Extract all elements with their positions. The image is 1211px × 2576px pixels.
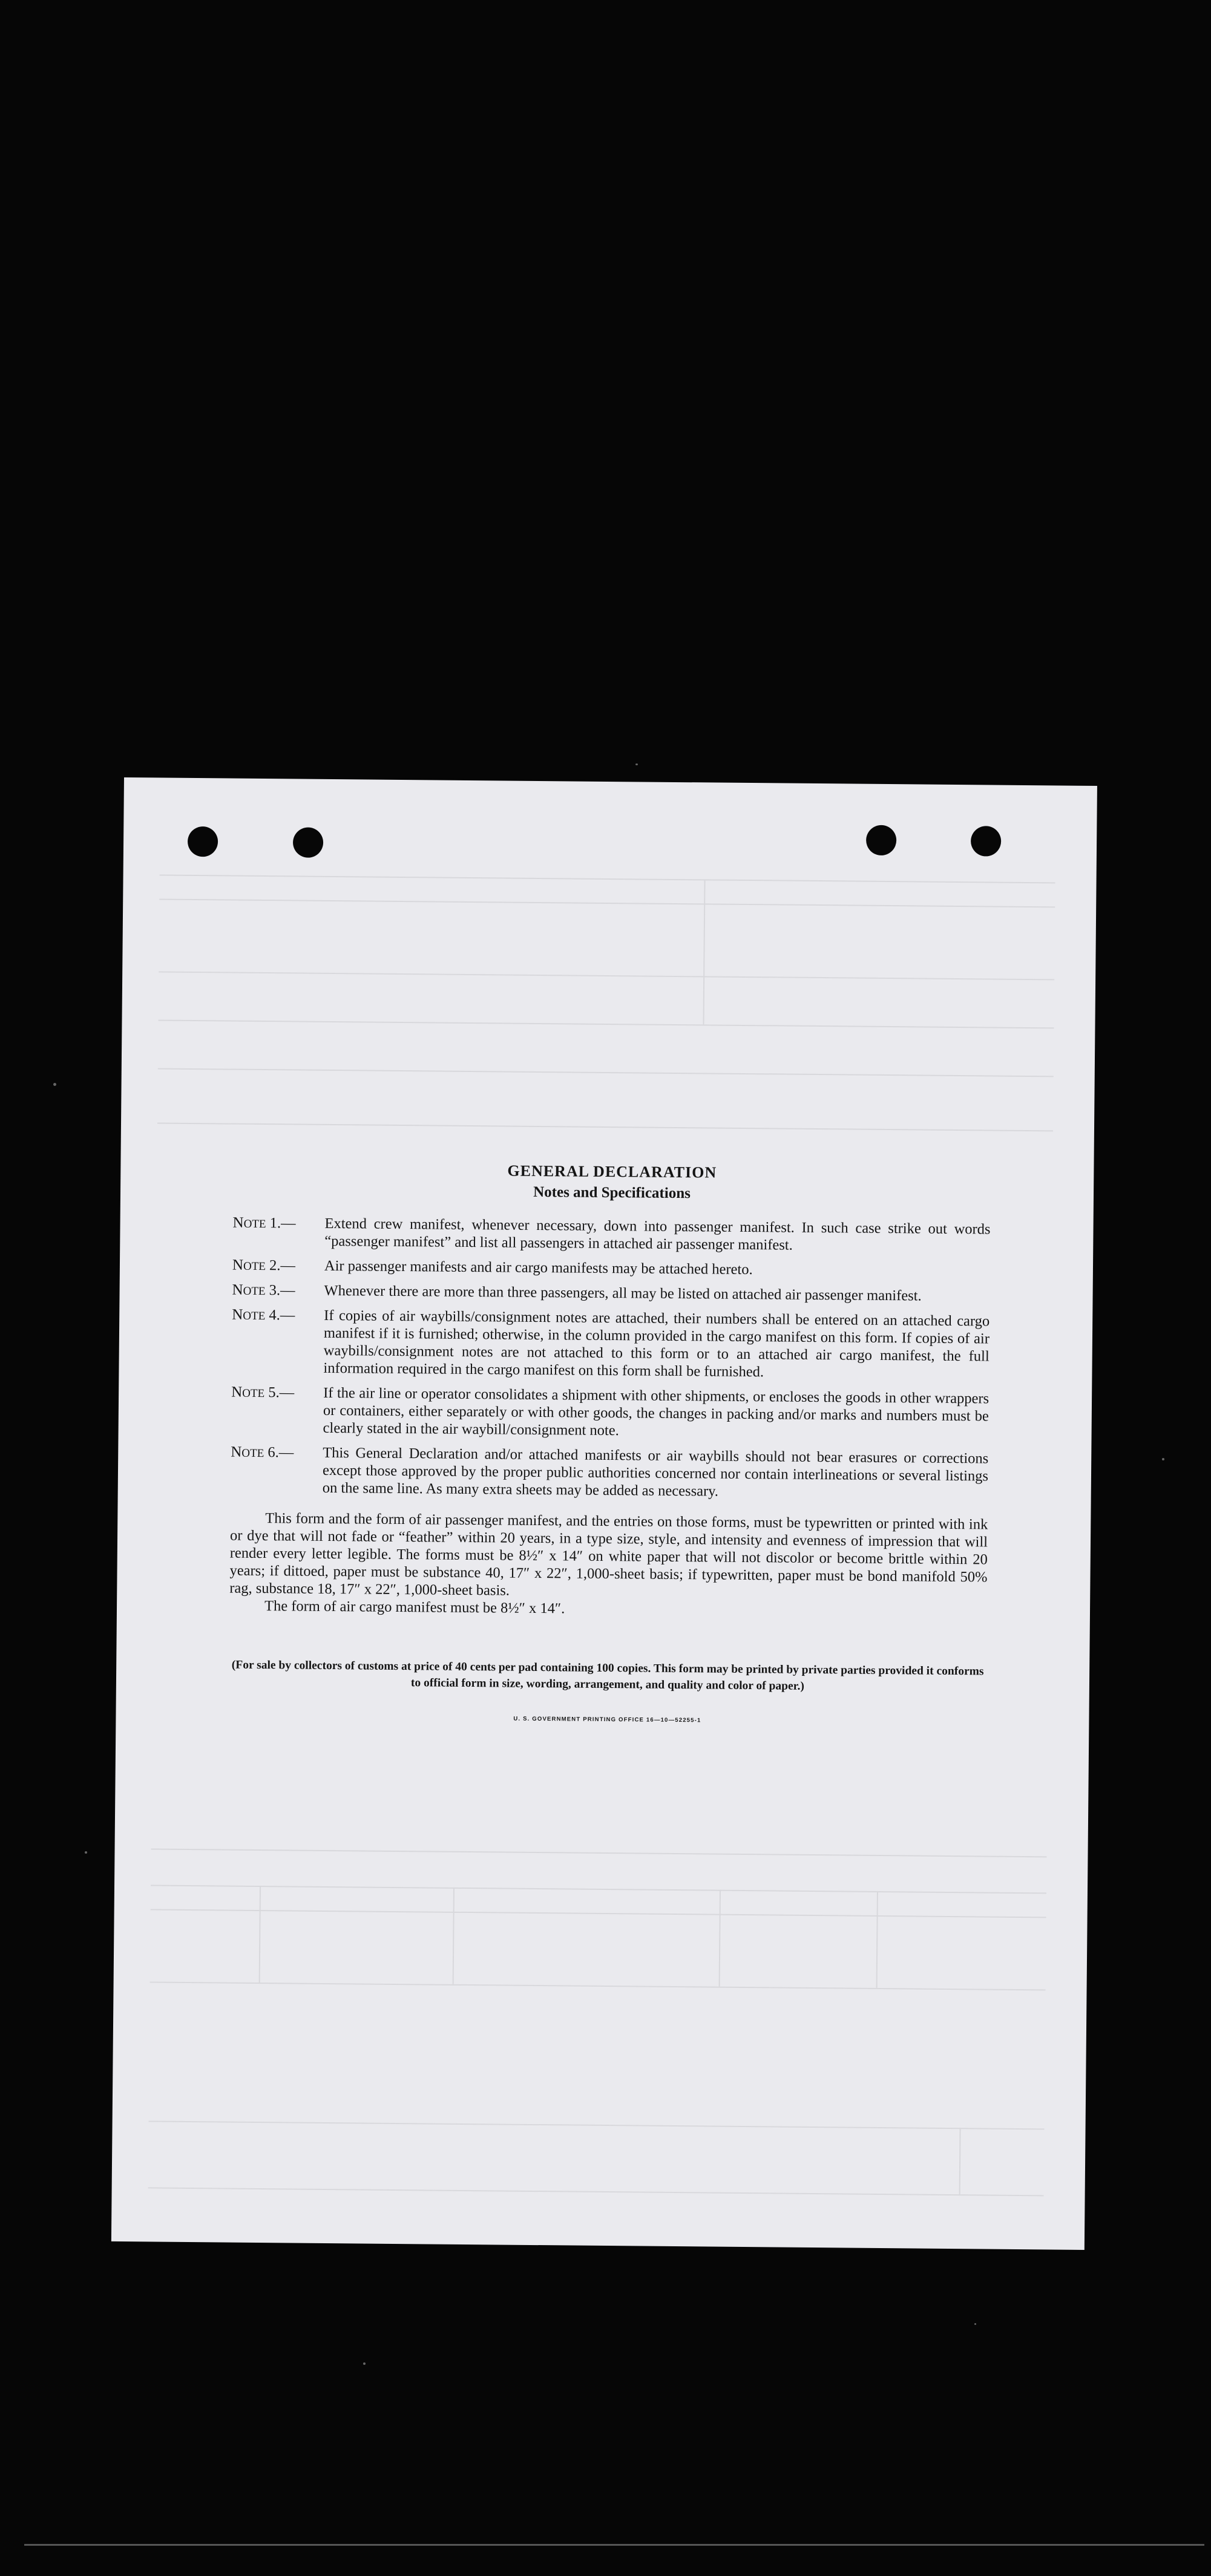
note-text: If the air line or operator consolidates a shipment with other shipments, or encloses the goods in other wrappers or containers, either separately or with other goods, the changes in packing and/or marks and numbers must be clearly stated in the air waybill/consignment note. xyxy=(323,1384,989,1439)
notes-content xyxy=(228,1160,991,1732)
dust-speck xyxy=(85,1851,87,1854)
note-text: This General Declaration and/or attached manifests or air waybills should not bear erasures or corrections except those approved by the proper public authorities concerned nor contain interlineations or several listings on the same line. As many extra sheets may be added as necessary. xyxy=(322,1444,989,1500)
punch-hole xyxy=(293,827,323,857)
note-2 xyxy=(232,1257,990,1281)
dust-speck xyxy=(1162,1458,1164,1460)
note-text: Whenever there are more than three passengers, all may be listed on attached air passenger manifest. xyxy=(324,1282,922,1304)
note-text: If copies of air waybills/consignment notes are attached, their numbers shall be entered on an attached cargo manifest if it is furnished; otherwise, in the column provided in the cargo manifest on this form. If copies of air waybills/consignment notes are not attached to this form or to an attached air cargo manifest, the full information required in the cargo manifest on this form shall be furnished. xyxy=(323,1307,990,1381)
dust-speck xyxy=(363,2362,366,2365)
dust-speck xyxy=(974,2323,976,2325)
sale-notice: (For sale by collectors of customs at price of 40 cents per pad containing 100 copies. This form may be printed by private parties provided it conforms to official form in size, wording, arrangement, and quality and color of paper.) xyxy=(231,1658,984,1693)
note-6 xyxy=(231,1443,989,1503)
note-4 xyxy=(231,1306,989,1383)
cargo-manifest-size-line: The form of air cargo manifest must be 8½″ x 14″. xyxy=(264,1598,565,1617)
document-subtitle: Notes and Specifications xyxy=(533,1183,691,1202)
note-text: Air passenger manifests and air cargo manifests may be attached hereto. xyxy=(324,1257,753,1278)
dust-speck xyxy=(53,1083,56,1086)
note-label: NOTE 3.— xyxy=(232,1281,295,1299)
note-5 xyxy=(231,1384,989,1443)
printing-office-imprint: U. S. GOVERNMENT PRINTING OFFICE 16—10—52255-1 xyxy=(513,1715,701,1724)
scanner-edge-line xyxy=(24,2544,1204,2546)
document-page xyxy=(111,777,1097,2250)
punch-hole xyxy=(971,826,1001,856)
note-text: Extend crew manifest, whenever necessary, down into passenger manifest. In such case strike out words “passenger manifest” and list all passengers in attached air passenger manifest. xyxy=(324,1215,991,1254)
note-label: NOTE 2.— xyxy=(232,1257,296,1274)
note-label: NOTE 5.— xyxy=(231,1384,295,1401)
note-label: NOTE 6.— xyxy=(231,1443,294,1461)
note-label: NOTE 1.— xyxy=(232,1214,296,1232)
document-title: GENERAL DECLARATION xyxy=(507,1162,717,1182)
form-specification-paragraph: This form and the form of air passenger manifest, and the entries on those forms, must be typewritten or printed with ink or dye that will not fade or “feather” within 20 years, in a type size, style, and intensity and evenness of impression that will render every letter legible. The forms must be 8½″ x 14″ on white paper that will not discolor or become brittle within 20 years; if dittoed, paper must be substance 40, 17″ x 22″, 1,000-sheet basis; if typewritten, paper must be bond manifold 50% rag, substance 18, 17″ x 22″, 1,000-sheet basis. xyxy=(229,1510,988,1599)
note-label: NOTE 4.— xyxy=(232,1306,295,1324)
dust-speck xyxy=(635,763,638,765)
punch-hole xyxy=(188,826,218,857)
note-1 xyxy=(232,1214,990,1256)
note-3 xyxy=(232,1281,989,1306)
punch-hole xyxy=(866,825,896,855)
